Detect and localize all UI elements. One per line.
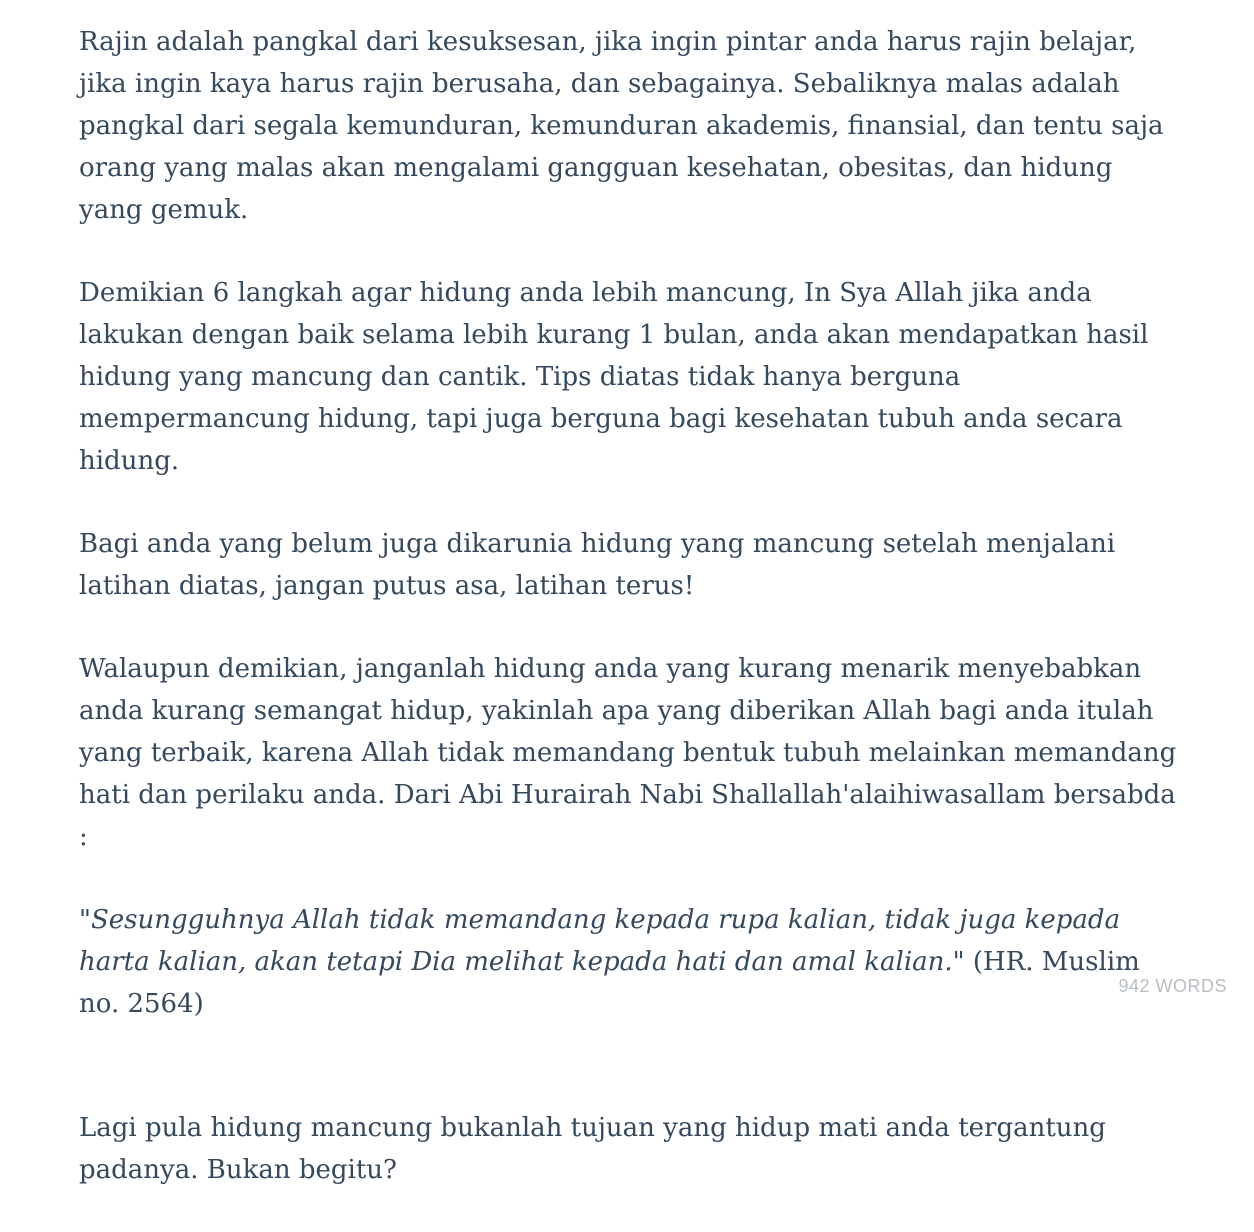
word-count: 942 WORDS [1118, 976, 1227, 996]
paragraph-1[interactable]: Rajin adalah pangkal dari kesuksesan, jika ingin pintar anda harus rajin belajar, jika ingin kaya harus rajin berusaha, dan sebagainya. Sebaliknya malas adalah pangkal dari segala kemunduran, kemunduran akademis, finansial, dan tentu saja orang yang malas akan mengalami gangguan kesehatan, obesitas, dan hidung yang gemuk. [79, 27, 1164, 225]
closing-paragraph[interactable]: Lagi pula hidung mancung bukanlah tujuan yang hidup mati anda tergantung padanya. Bukan begitu? [79, 1113, 1106, 1185]
hadith-quote: "Sesungguhnya Allah tidak memandang kepada rupa kalian, tidak juga kepada harta kalian, akan tetapi Dia melihat kepada hati dan amal kalian." [79, 905, 1121, 977]
document-editor[interactable] [79, 21, 1179, 1232]
quote-paragraph[interactable] [79, 899, 1179, 1025]
paragraph-4[interactable]: Walaupun demikian, janganlah hidung anda yang kurang menarik menyebabkan anda kurang semangat hidup, yakinlah apa yang diberikan Allah bagi anda itulah yang terbaik, karena Allah tidak memandang bentuk tubuh melainkan memandang hati dan perilaku anda. Dari Abi Hurairah Nabi Shallallah'alaihiwasallam bersabda : [79, 654, 1177, 852]
paragraph-3[interactable]: Bagi anda yang belum juga dikarunia hidung yang mancung setelah menjalani latihan diatas, jangan putus asa, latihan terus! [79, 529, 1116, 601]
hadith-source: (HR. Muslim no. 2564) [79, 947, 1140, 1019]
paragraph-2[interactable]: Demikian 6 langkah agar hidung anda lebih mancung, In Sya Allah jika anda lakukan dengan baik selama lebih kurang 1 bulan, anda akan mendapatkan hasil hidung yang mancung dan cantik. Tips diatas tidak hanya berguna mempermancung hidung, tapi juga berguna bagi kesehatan tubuh anda secara hidung. [79, 278, 1149, 476]
